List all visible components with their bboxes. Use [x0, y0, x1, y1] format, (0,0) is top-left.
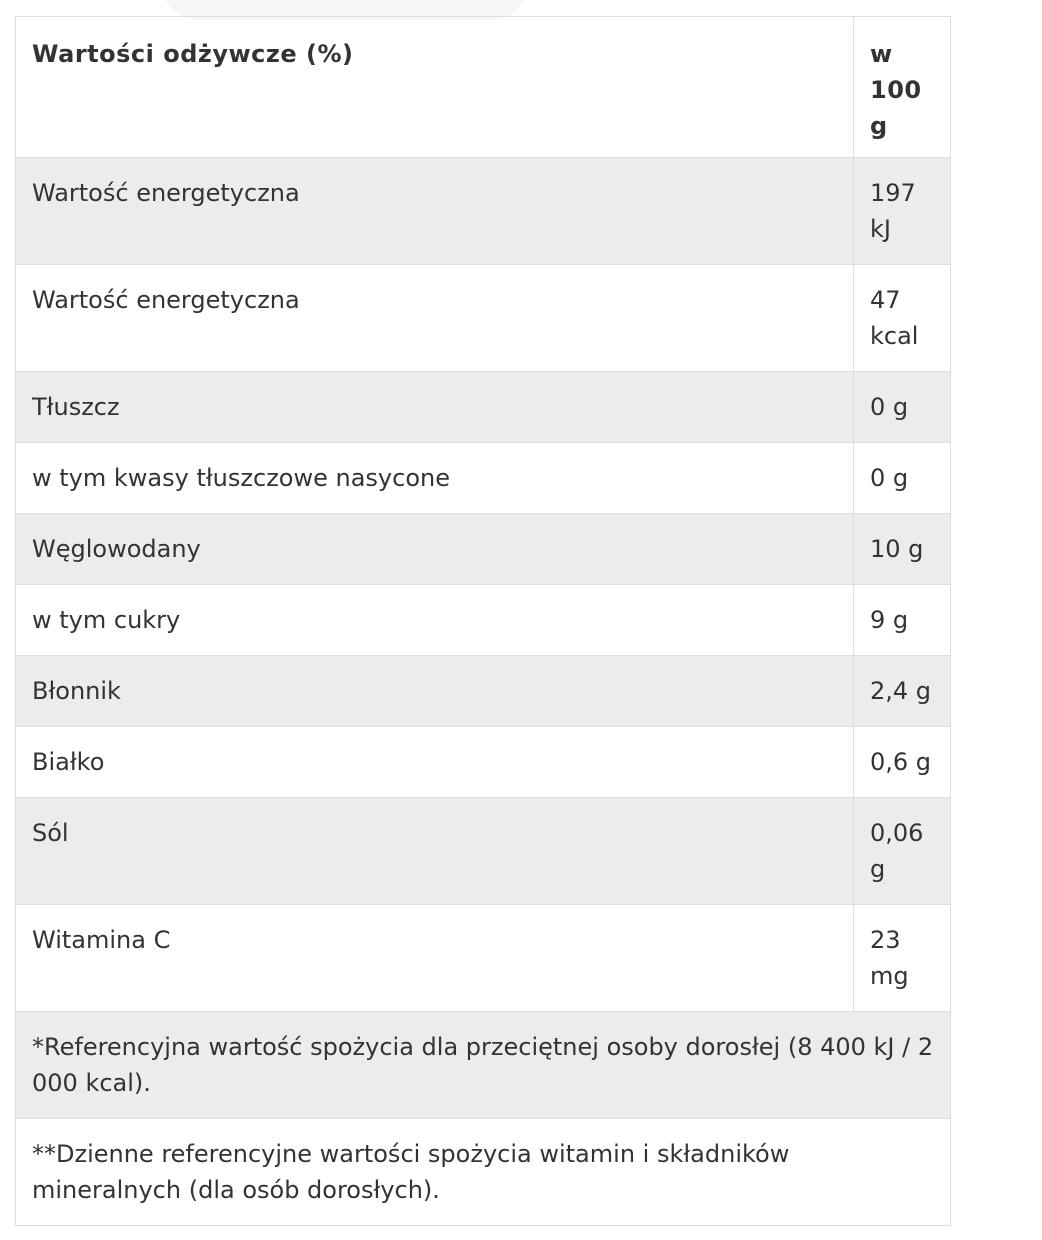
header-per-100g: w 100 g — [854, 17, 951, 158]
footnote-vitamins-minerals: **Dzienne referencyjne wartości spożycia witamin i składników mineralnych (dla osób dorosłych). — [16, 1119, 951, 1226]
nutrient-name: Węglowodany — [16, 514, 854, 585]
table-row — [16, 158, 951, 265]
nutrient-value: 2,4 g — [854, 656, 951, 727]
table-row — [16, 905, 951, 1012]
table-row — [16, 514, 951, 585]
nutrient-name: w tym kwasy tłuszczowe nasycone — [16, 443, 854, 514]
nutrient-name: Wartość energetyczna — [16, 158, 854, 265]
header-nutrient: Wartości odżywcze (%) — [16, 17, 854, 158]
table-row — [16, 727, 951, 798]
table-row — [16, 656, 951, 727]
nutrient-name: Tłuszcz — [16, 372, 854, 443]
table-header-row — [16, 17, 951, 158]
nutrient-name: w tym cukry — [16, 585, 854, 656]
nutrient-value: 0,6 g — [854, 727, 951, 798]
nutrient-value: 9 g — [854, 585, 951, 656]
nutrient-value: 0 g — [854, 372, 951, 443]
footnote-reference-intake: *Referencyjna wartość spożycia dla przeciętnej osoby dorosłej (8 400 kJ / 2 000 kcal). — [16, 1012, 951, 1119]
footnote-row — [16, 1012, 951, 1119]
table-row — [16, 585, 951, 656]
nutrition-table — [15, 16, 951, 1226]
nutrient-name: Witamina C — [16, 905, 854, 1012]
nutrient-value: 23 mg — [854, 905, 951, 1012]
nutrient-name: Sól — [16, 798, 854, 905]
nutrient-value: 0,06 g — [854, 798, 951, 905]
table-row — [16, 265, 951, 372]
nutrient-name: Białko — [16, 727, 854, 798]
footnote-row — [16, 1119, 951, 1226]
table-row — [16, 443, 951, 514]
table-row — [16, 372, 951, 443]
nutrient-value: 10 g — [854, 514, 951, 585]
nutrient-name: Wartość energetyczna — [16, 265, 854, 372]
nutrient-name: Błonnik — [16, 656, 854, 727]
table-row — [16, 798, 951, 905]
nutrient-value: 197 kJ — [854, 158, 951, 265]
nutrient-value: 47 kcal — [854, 265, 951, 372]
nutrient-value: 0 g — [854, 443, 951, 514]
